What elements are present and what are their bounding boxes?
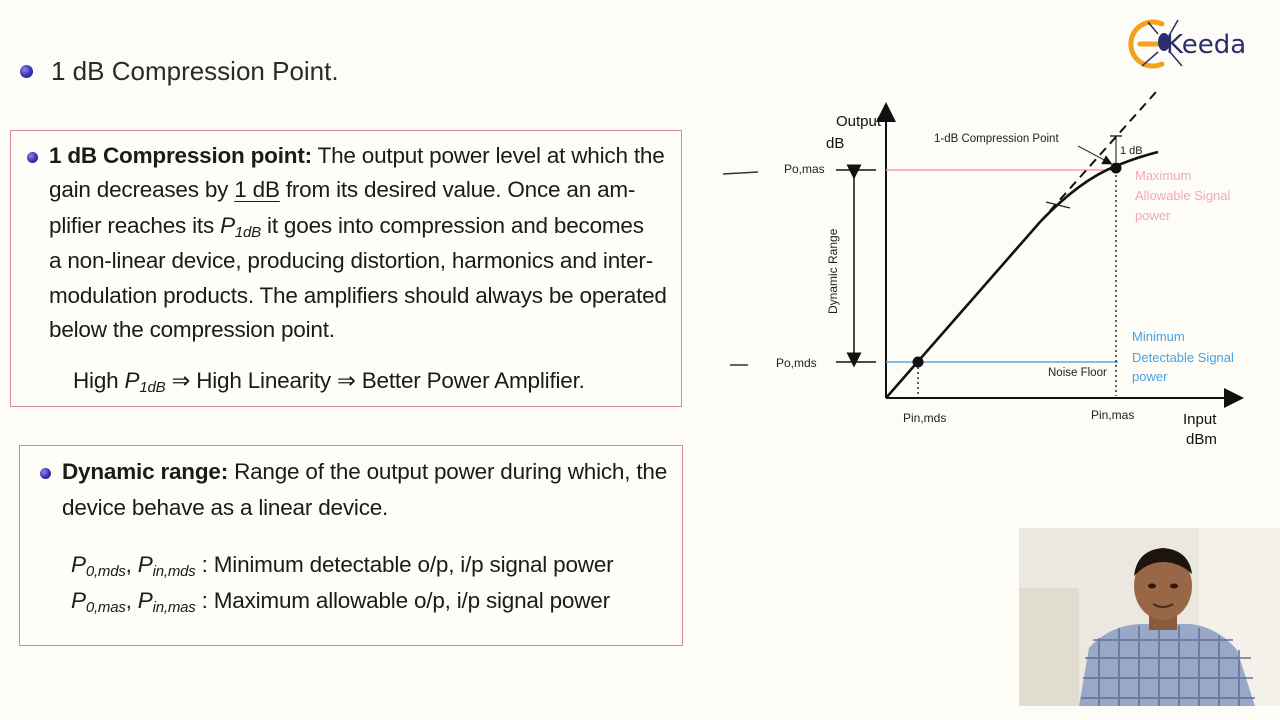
one-db-label: 1 dB: [1120, 145, 1143, 157]
logo-text: Keeda: [1166, 30, 1247, 60]
pen-mark: [723, 172, 758, 174]
slide-title-row: [20, 56, 339, 87]
compression-leader: [1078, 146, 1108, 162]
box1-line-6: below the compression point.: [49, 317, 335, 342]
box1-line-2: [49, 177, 635, 203]
box1-line2-a: gain decreases by: [49, 177, 235, 202]
po-mds-label: Po,mds: [776, 356, 817, 370]
eq-b: ⇒ High Linearity ⇒ Better Power Amplifier.: [165, 368, 585, 393]
p0-symbol: P: [71, 588, 86, 613]
separator: ,: [125, 588, 138, 613]
eq-p-symbol: P: [124, 368, 140, 393]
pin-symbol: P: [137, 552, 153, 577]
compression-diagram: [700, 90, 1280, 460]
box1-line3-a: plifier reaches its: [49, 213, 221, 238]
max-definition-text: : Maximum allowable o/p, i/p signal power: [195, 588, 610, 613]
p1db-subscript: 1dB: [234, 224, 261, 241]
p0-mas-subscript: 0,mas: [85, 599, 126, 616]
presenter-image: [1019, 528, 1280, 706]
box1-line-1: [49, 143, 665, 169]
compression-point-marker: [1111, 163, 1122, 174]
eq-a: High: [73, 368, 125, 393]
box2-line-2: device behave as a linear device.: [62, 495, 389, 520]
y-axis-unit: dB: [826, 135, 845, 152]
max-definition: [71, 588, 610, 616]
box1-line-3: [49, 213, 644, 241]
linearity-equation: [73, 368, 585, 396]
x-axis-label: Input: [1183, 411, 1217, 428]
min-signal-label-3: power: [1132, 369, 1168, 384]
bullet-dot-icon: [27, 152, 38, 163]
min-definition: [71, 552, 613, 580]
min-signal-label-2: Detectable Signal: [1132, 350, 1234, 365]
presenter-video: [1019, 528, 1280, 706]
pin-mas-subscript: in,mas: [152, 599, 196, 616]
dynamic-range-term: Dynamic range:: [62, 459, 229, 484]
dynamic-range-label: Dynamic Range: [826, 228, 840, 314]
noise-floor-label: Noise Floor: [1048, 367, 1107, 379]
box1-line2-b: from its desired value. Once an am-: [279, 177, 636, 202]
box1-line3-b: it goes into compression and becomes: [260, 213, 644, 238]
po-mas-label: Po,mas: [784, 162, 825, 176]
box2-line-1: [62, 459, 667, 485]
compression-point-box: [10, 130, 682, 407]
p0-symbol: P: [71, 552, 86, 577]
compression-point-label: 1-dB Compression Point: [934, 133, 1059, 145]
pin-mas-label: Pin,mas: [1091, 408, 1135, 422]
max-signal-label-1: Maximum: [1135, 168, 1192, 183]
min-definition-text: : Minimum detectable o/p, i/p signal power: [195, 552, 614, 577]
pin-mds-subscript: in,mds: [152, 563, 196, 580]
dynamic-range-box: [19, 445, 683, 646]
p0-mds-subscript: 0,mds: [85, 563, 126, 580]
eq-p-subscript: 1dB: [139, 379, 166, 396]
compression-term: 1 dB Compression point:: [49, 143, 312, 168]
pin-mds-label: Pin,mds: [903, 411, 947, 425]
min-signal-point: [913, 357, 924, 368]
slide-title: 1 dB Compression Point.: [51, 56, 339, 86]
bullet-dot-icon: [40, 468, 51, 479]
pin-symbol: P: [137, 588, 153, 613]
box2-line1-text: Range of the output power during which, the: [228, 459, 668, 484]
box1-line-4: a non-linear device, producing distortion, harmonics and inter-: [49, 248, 653, 273]
y-axis-label: Output: [836, 113, 882, 130]
separator: ,: [125, 552, 138, 577]
box1-line-5: modulation products. The amplifiers should always be operated: [49, 283, 667, 308]
response-curve: [886, 152, 1158, 398]
bullet-dot-icon: [20, 65, 33, 78]
max-signal-label-2: Allowable Signal: [1135, 188, 1231, 203]
underlined-1db: 1 dB: [234, 177, 280, 202]
x-axis-unit: dBm: [1186, 431, 1217, 448]
max-signal-label-3: power: [1135, 208, 1171, 223]
p1db-symbol: P: [220, 213, 235, 238]
box1-line1-text: The output power level at which the: [311, 143, 665, 168]
min-signal-label-1: Minimum: [1132, 329, 1185, 344]
